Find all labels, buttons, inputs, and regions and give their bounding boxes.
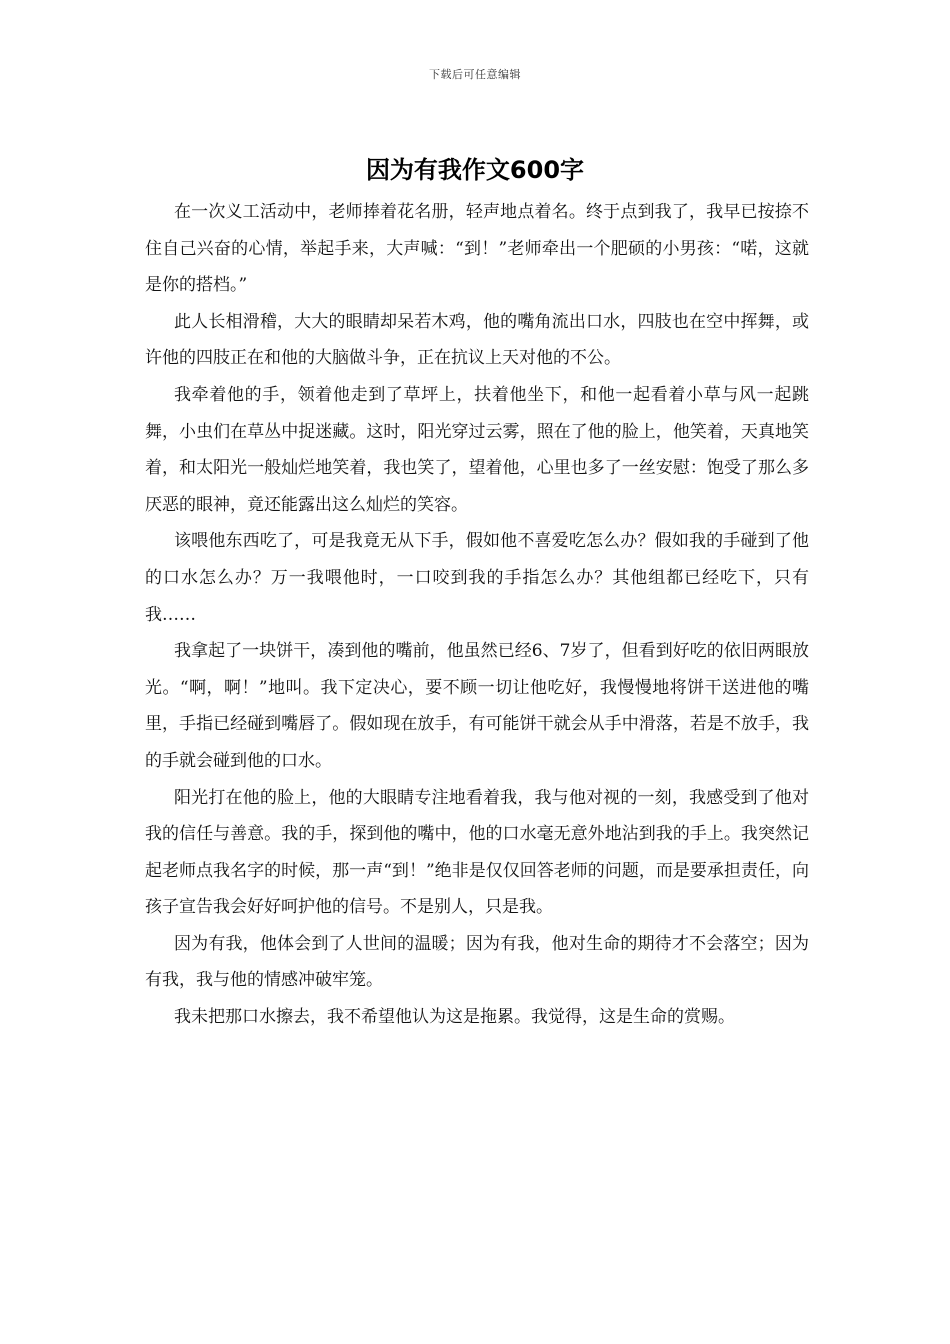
paragraph-5: 我拿起了一块饼干，凑到他的嘴前，他虽然已经6、7岁了，但看到好吃的依旧两眼放光。“啊，啊！”地叫。我下定决心，要不顾一切让他吃好，我慢慢地将饼干送进他的嘴里，手指已经碰到嘴唇了。假如现在放手，有可能饼干就会从手中滑落，若是不放手，我的手就会碰到他的口水。 xyxy=(145,641,809,771)
paragraph-7: 因为有我，他体会到了人世间的温暖；因为有我，他对生命的期待才不会落空；因为有我，我与他的情感冲破牢笼。 xyxy=(145,933,809,991)
paragraph-8: 我未把那口水擦去，我不希望他认为这是拖累。我觉得，这是生命的赏赐。 xyxy=(174,1007,735,1028)
paragraph-1: 在一次义工活动中，老师捧着花名册，轻声地点着名。终于点到我了，我早已按捺不住自己兴奋的心情，举起手来，大声喊：“到！”老师牵出一个肥硕的小男孩：“喏，这就是你的搭档。” xyxy=(145,202,809,296)
document-title: 因为有我作文600字 xyxy=(365,156,585,184)
paragraph-4: 该喂他东西吃了，可是我竟无从下手，假如他不喜爱吃怎么办？假如我的手碰到了他的口水怎么办？万一我喂他时，一口咬到我的手指怎么办？其他组都已经吃下，只有我…… xyxy=(145,531,809,625)
paragraph-6: 阳光打在他的脸上，他的大眼睛专注地看着我，我与他对视的一刻，我感受到了他对我的信任与善意。我的手，探到他的嘴中，他的口水毫无意外地沾到我的手上。我突然记起老师点我名字的时候，那一声“到！”绝非是仅仅回答老师的问题，而是要承担责任，向孩子宣告我会好好呵护他的信号。不是别人，只是我。 xyxy=(145,787,809,918)
paragraph-2: 此人长相滑稽，大大的眼睛却呆若木鸡，他的嘴角流出口水，四肢也在空中挥舞，或许他的四肢正在和他的大脑做斗争，正在抗议上天对他的不公。 xyxy=(145,311,809,369)
document-body xyxy=(145,194,809,1036)
paragraph-3: 我牵着他的手，领着他走到了草坪上，扶着他坐下，和他一起看着小草与风一起跳舞，小虫们在草丛中捉迷藏。这时，阳光穿过云雾，照在了他的脸上，他笑着，天真地笑着，和太阳光一般灿烂地笑着，我也笑了，望着他，心里也多了一丝安慰：饱受了那么多厌恶的眼神，竟还能露出这么灿烂的笑容。 xyxy=(145,384,809,515)
header-note: 下载后可任意编辑 xyxy=(429,68,521,81)
